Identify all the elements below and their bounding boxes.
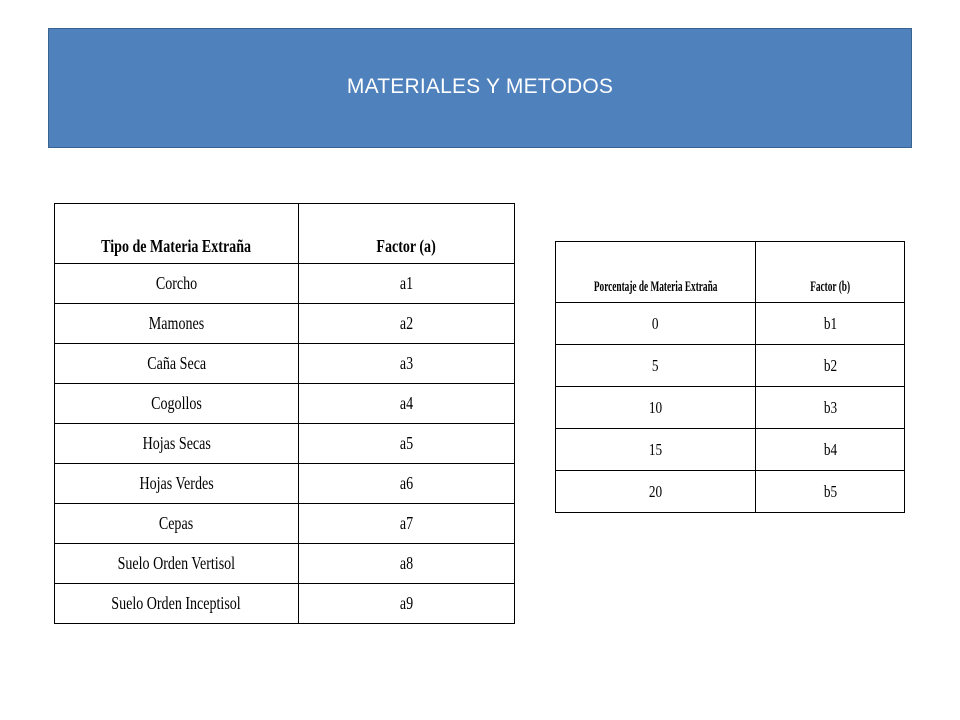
table-row xyxy=(556,429,905,471)
table-row xyxy=(55,344,515,384)
table-row xyxy=(55,544,515,584)
table-row xyxy=(55,384,515,424)
table-cell: a6 xyxy=(298,464,514,504)
table-cell: a2 xyxy=(298,304,514,344)
table-row xyxy=(55,504,515,544)
column-header: Factor (b) xyxy=(756,242,905,303)
porcentaje-materia-table xyxy=(555,241,905,513)
table-row xyxy=(556,471,905,513)
table-row xyxy=(556,345,905,387)
table-row xyxy=(556,387,905,429)
slide-title: MATERIALES Y METODOS xyxy=(346,75,614,98)
table-cell: a9 xyxy=(298,584,514,624)
table-cell: a5 xyxy=(298,424,514,464)
table-cell: Mamones xyxy=(55,304,299,344)
table-cell: 0 xyxy=(556,303,756,345)
table-cell: a3 xyxy=(298,344,514,384)
table-row xyxy=(55,464,515,504)
table-cell: 5 xyxy=(556,345,756,387)
table-cell: a7 xyxy=(298,504,514,544)
table-cell: Hojas Secas xyxy=(55,424,299,464)
table-row xyxy=(55,264,515,304)
column-header: Factor (a) xyxy=(298,204,514,264)
table-cell: b5 xyxy=(756,471,905,513)
table-header-row xyxy=(55,204,515,264)
table-cell: b2 xyxy=(756,345,905,387)
materia-extrana-table xyxy=(54,203,515,624)
table-cell: 10 xyxy=(556,387,756,429)
table-header-row xyxy=(556,242,905,303)
table-row xyxy=(55,584,515,624)
table-row xyxy=(55,424,515,464)
column-header: Tipo de Materia Extraña xyxy=(55,204,299,264)
table-cell: Corcho xyxy=(55,264,299,304)
table-cell: Suelo Orden Vertisol xyxy=(55,544,299,584)
table-cell: a8 xyxy=(298,544,514,584)
table-cell: a1 xyxy=(298,264,514,304)
table-cell: a4 xyxy=(298,384,514,424)
title-banner xyxy=(48,28,912,148)
table-row xyxy=(556,303,905,345)
table-row xyxy=(55,304,515,344)
column-header: Porcentaje de Materia Extraña xyxy=(556,242,756,303)
table-cell: b1 xyxy=(756,303,905,345)
table-cell: 15 xyxy=(556,429,756,471)
table-cell: 20 xyxy=(556,471,756,513)
table-cell: b3 xyxy=(756,387,905,429)
table-cell: Cepas xyxy=(55,504,299,544)
table-cell: Hojas Verdes xyxy=(55,464,299,504)
table-cell: Cogollos xyxy=(55,384,299,424)
table-cell: b4 xyxy=(756,429,905,471)
table-cell: Caña Seca xyxy=(55,344,299,384)
table-cell: Suelo Orden Inceptisol xyxy=(55,584,299,624)
